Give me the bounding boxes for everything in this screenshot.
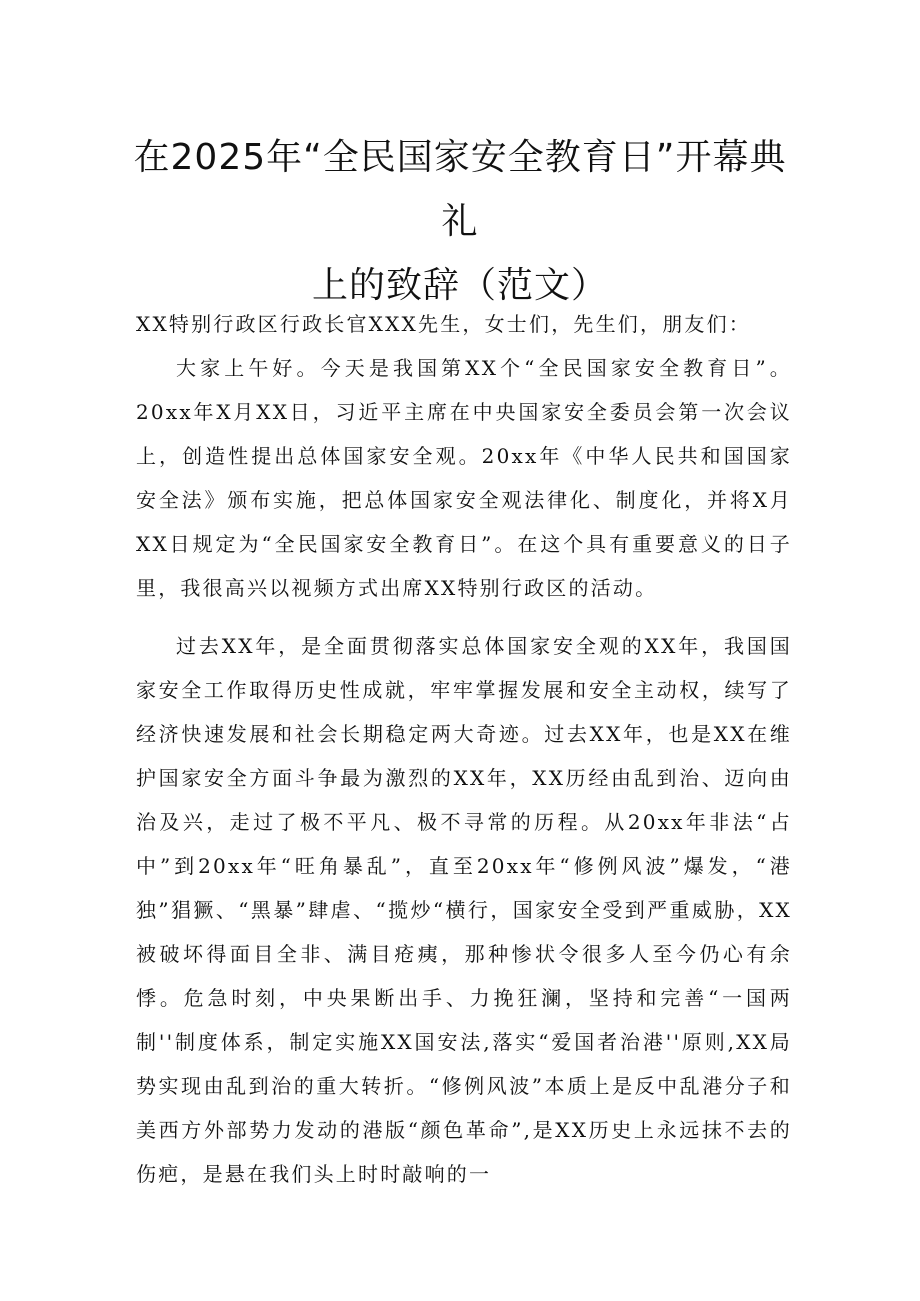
document-title [130, 126, 790, 318]
title-line-2: 上的致辞（范文） [311, 265, 608, 306]
paragraph-1: 大家上午好。今天是我国第XX个“全民国家安全教育日”。20xx年X月XX日，习近平主席在中央国家安全委员会第一次会议上，创造性提出总体国家安全观。20xx年《中华人民共和国国家安全法》颁布实施，把总体国家安全观法律化、制度化，并将X月XX日规定为“全民国家安全教育日”。在这个具有重要意义的日子里，我很高兴以视频方式出席XX特别行政区的活动。 [136, 356, 792, 600]
paragraph-2: 过去XX年，是全面贯彻落实总体国家安全观的XX年，我国国家安全工作取得历史性成就，牢牢掌握发展和安全主动权，续写了经济快速发展和社会长期稳定两大奇迹。过去XX年，也是XX在维护国家安全方面斗争最为激烈的XX年，XX历经由乱到治、迈向由治及兴，走过了极不平凡、极不寻常的历程。从20xx年非法“占中”到20xx年“旺角暴乱”，直至20xx年“修例风波”爆发，“港独”猖獗、“黑暴”肆虐、“揽炒“横行，国家安全受到严重威胁，XX被破坏得面目全非、满目疮痍，那种惨状令很多人至今仍心有余悸。危急时刻，中央果断出手、力挽狂澜，坚持和完善“一国两制''制度体系，制定实施XX国安法,落实“爱国者治港''原则,XX局势实现由乱到治的重大转折。“修例风波”本质上是反中乱港分子和美西方外部势力发动的港版“颜色革命”,是XX历史上永远抹不去的伤疤，是悬在我们头上时时敲响的一 [136, 634, 792, 1186]
title-line-1: 在2025年“全民国家安全教育日”开幕典礼 [133, 137, 787, 242]
greeting-line: XX特别行政区行政长官XXX先生，女士们，先生们，朋友们： [136, 312, 751, 336]
document-body [136, 302, 792, 1196]
